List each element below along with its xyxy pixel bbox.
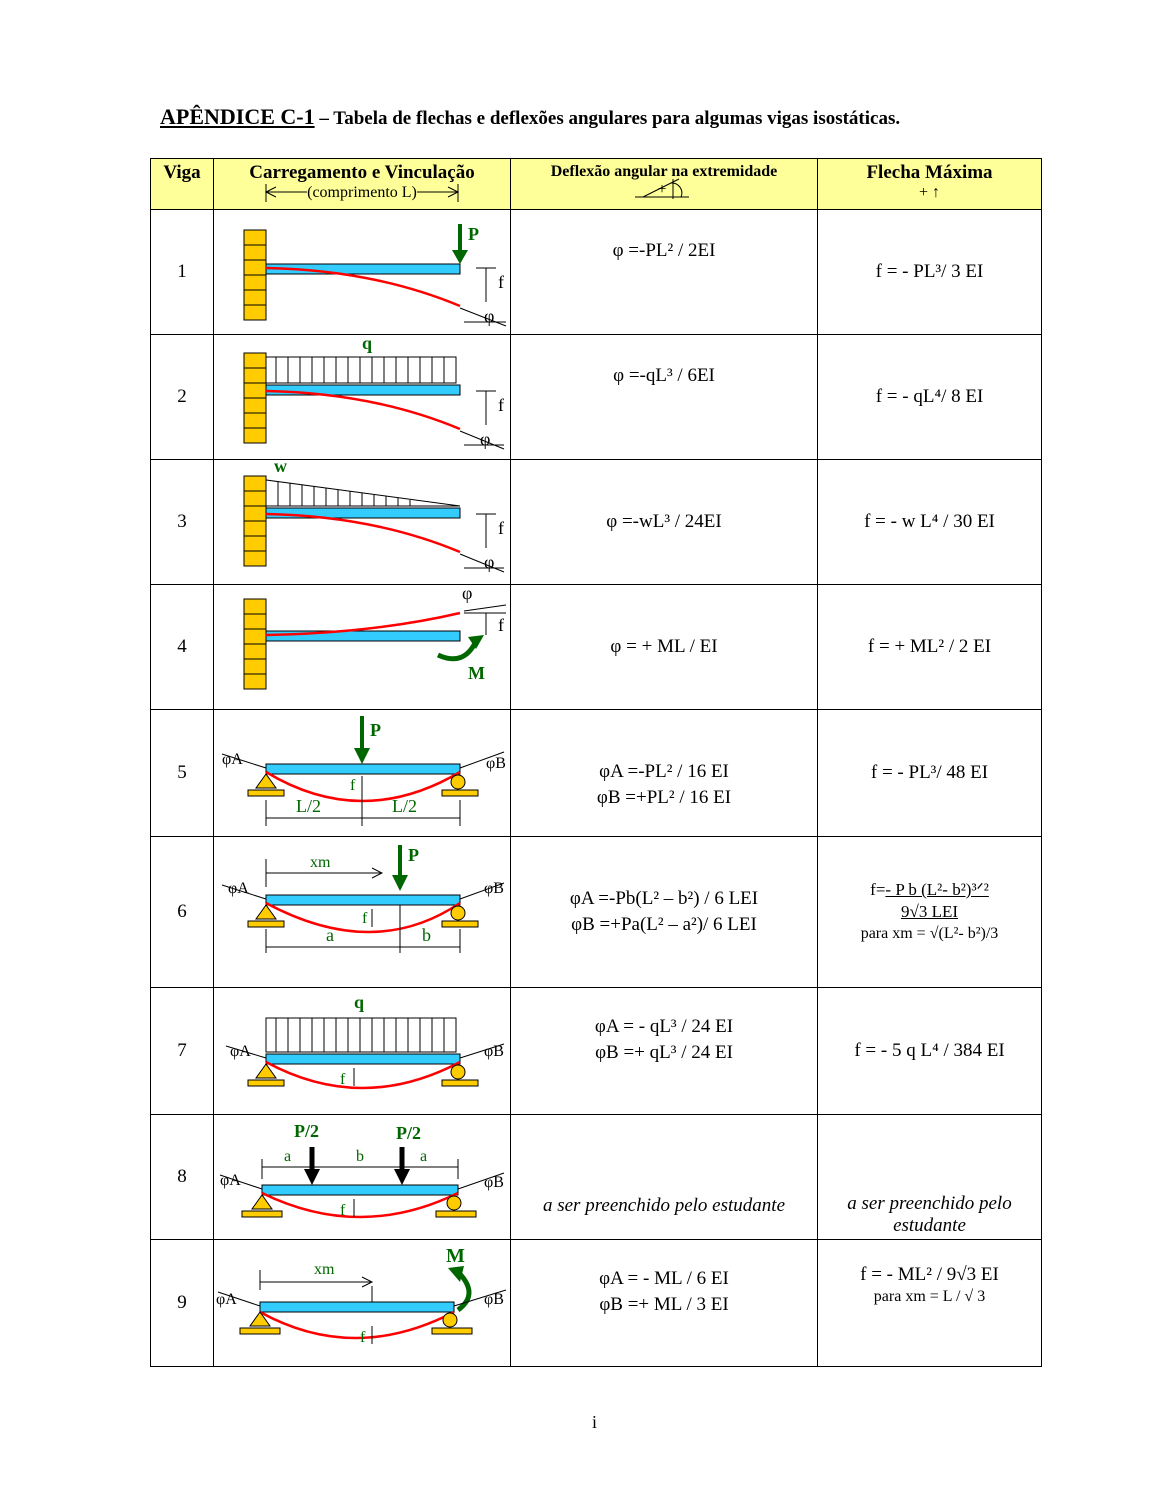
- phiB-label: φB: [484, 880, 504, 897]
- f-note: para xm = √(L²- b²)/3: [860, 925, 999, 942]
- table-row: [151, 1240, 1042, 1367]
- header-row: [151, 159, 1042, 210]
- f-label: f: [362, 910, 368, 927]
- load-label: P: [370, 720, 381, 740]
- flecha-cell: f=- P b (L²- b²)³ᐟ² 9√3 LEI para xm = √(L²- b²)/3: [818, 837, 1042, 988]
- header-viga: Viga: [151, 159, 214, 210]
- row-number: 4: [151, 585, 214, 710]
- beam-figure-7: [214, 988, 511, 1115]
- row-number: 1: [151, 210, 214, 335]
- phiB-label: φB: [486, 755, 506, 772]
- load-label: w: [274, 460, 287, 476]
- wall-support: [244, 230, 266, 320]
- load-label: P: [408, 845, 419, 865]
- row-number: 6: [151, 837, 214, 988]
- beam: [266, 895, 460, 905]
- wall-support: [244, 353, 266, 443]
- moment-arrow: [438, 641, 476, 659]
- comprimento-label: (comprimento L): [307, 184, 417, 201]
- distributed-load: [266, 1018, 456, 1052]
- table-row: [151, 210, 1042, 335]
- phiA-label: φA: [222, 751, 243, 768]
- f-label: f: [498, 395, 504, 415]
- appendix-label: APÊNDICE C-1: [160, 104, 315, 129]
- load-label: P/2: [294, 1121, 319, 1141]
- beam-figure-1: [214, 210, 511, 335]
- deflection-curve: [266, 391, 460, 429]
- flecha-sign: + ↑: [918, 184, 941, 201]
- phi-label: φ: [484, 552, 495, 572]
- beam: [266, 385, 460, 395]
- phi-cell: a ser preenchido pelo estudante: [511, 1115, 818, 1240]
- load-label: q: [362, 335, 373, 353]
- f-label: f: [498, 518, 504, 538]
- f-label: f: [498, 615, 504, 635]
- a-label: a: [420, 1148, 428, 1165]
- f-label: f: [360, 1329, 366, 1346]
- row-number: 2: [151, 335, 214, 460]
- f-label: f: [340, 1071, 346, 1088]
- phi-cell: φ = + ML / EI: [511, 585, 818, 710]
- deflection-curve: [260, 1312, 454, 1338]
- phi-cell: φ =-wL³ / 24EI: [511, 460, 818, 585]
- beam-figure-5: [214, 710, 511, 837]
- f-numerator: - P b (L²- b²)³ᐟ²: [885, 880, 989, 899]
- phiB-label: φB: [484, 1291, 504, 1308]
- beam: [266, 631, 460, 641]
- angle-sign: +: [657, 181, 667, 198]
- wall-support: [244, 476, 266, 566]
- page-number: i: [592, 1412, 598, 1432]
- roller-support: [451, 906, 465, 920]
- flecha-cell: f = - 5 q L⁴ / 384 EI: [818, 988, 1042, 1115]
- header-deflexao: Deflexão angular na extremidade +: [511, 159, 818, 210]
- phi-cell: φA =-Pb(L² – b²) / 6 LEI φB =+Pa(L² – a²)/ 6 LEI: [511, 837, 818, 988]
- half-length-label: L/2: [296, 796, 321, 816]
- beam-figure-6: [214, 837, 511, 988]
- load-label: q: [354, 992, 365, 1012]
- beam-figure-9: [214, 1240, 511, 1367]
- page-title: [160, 104, 900, 130]
- moment-label: M: [468, 663, 485, 683]
- deflection-table: [150, 158, 1042, 1367]
- row-number: 9: [151, 1240, 214, 1367]
- b-label: b: [356, 1148, 364, 1165]
- f-note: para xm = L / √ 3: [873, 1288, 986, 1305]
- half-length-label: L/2: [392, 796, 417, 816]
- phiB-label: φB: [484, 1043, 504, 1060]
- phi-cell: φ =-qL³ / 6EI: [511, 335, 818, 460]
- xm-label: xm: [314, 1261, 335, 1278]
- b-label: b: [422, 925, 431, 945]
- deflection-curve: [262, 1193, 458, 1217]
- table-row: [151, 460, 1042, 585]
- phiA-label: φA: [216, 1291, 237, 1308]
- a-label: a: [326, 925, 334, 945]
- header-carregamento: Carregamento e Vinculação (comprimento L): [214, 159, 511, 210]
- header-flecha: Flecha Máxima + ↑: [818, 159, 1042, 210]
- beam-figure-4: [214, 585, 511, 710]
- phi-cell: φA = - ML / 6 EI φB =+ ML / 3 EI: [511, 1240, 818, 1367]
- beam: [260, 1302, 454, 1312]
- flecha-cell: f = - w L⁴ / 30 EI: [818, 460, 1042, 585]
- table-row: [151, 335, 1042, 460]
- load-label: P/2: [396, 1123, 421, 1143]
- deflection-curve: [266, 1062, 460, 1088]
- table-row: [151, 837, 1042, 988]
- table-row: [151, 1115, 1042, 1240]
- f-label: f: [350, 777, 356, 794]
- f-label: f: [498, 272, 504, 292]
- wall-support: [244, 599, 266, 689]
- row-number: 8: [151, 1115, 214, 1240]
- beam-figure-3: [214, 460, 511, 585]
- flecha-cell: f = + ML² / 2 EI: [818, 585, 1042, 710]
- title-text: – Tabela de flechas e deflexões angulares para algumas vigas isostáticas.: [314, 108, 901, 129]
- phi-cell: φA =-PL² / 16 EI φB =+PL² / 16 EI: [511, 710, 818, 837]
- flecha-cell: f = - qL⁴/ 8 EI: [818, 335, 1042, 460]
- xm-label: xm: [310, 854, 331, 871]
- table-row: [151, 710, 1042, 837]
- f-label: f: [340, 1202, 346, 1219]
- phiA-label: φA: [228, 880, 249, 897]
- distributed-load: [266, 357, 456, 383]
- a-label: a: [284, 1148, 292, 1165]
- roller-support: [443, 1313, 457, 1327]
- flecha-cell: f = - PL³/ 48 EI: [818, 710, 1042, 837]
- beam: [266, 508, 460, 518]
- f-denominator: 9√3 LEI: [900, 902, 958, 921]
- phi-label: φ: [484, 306, 495, 326]
- beam-figure-8: [214, 1115, 511, 1240]
- phiB-label: φB: [484, 1174, 504, 1191]
- row-number: 7: [151, 988, 214, 1115]
- phi-label: φ: [462, 585, 473, 603]
- phi-cell: φ =-PL² / 2EI: [511, 210, 818, 335]
- flecha-cell: f = - ML² / 9√3 EI para xm = L / √ 3: [818, 1240, 1042, 1367]
- roller-support: [451, 1065, 465, 1079]
- beam: [262, 1185, 458, 1195]
- phiA-label: φA: [230, 1043, 251, 1060]
- phiA-label: φA: [220, 1172, 241, 1189]
- roller-support: [451, 775, 465, 789]
- phi-label: φ: [480, 429, 491, 449]
- flecha-cell: a ser preenchido pelo estudante: [818, 1115, 1042, 1240]
- flecha-cell: f = - PL³/ 3 EI: [818, 210, 1042, 335]
- phi-cell: φA = - qL³ / 24 EI φB =+ qL³ / 24 EI: [511, 988, 818, 1115]
- pin-support: [250, 1312, 270, 1326]
- triangular-load: [266, 480, 460, 506]
- beam: [266, 1054, 460, 1064]
- moment-label: M: [446, 1245, 465, 1267]
- roller-support: [447, 1196, 461, 1210]
- load-label: P: [468, 224, 479, 244]
- beam-figure-2: [214, 335, 511, 460]
- table-row: [151, 988, 1042, 1115]
- beam: [266, 764, 460, 774]
- row-number: 5: [151, 710, 214, 837]
- deflection-curve: [266, 514, 460, 552]
- table-row: [151, 585, 1042, 710]
- row-number: 3: [151, 460, 214, 585]
